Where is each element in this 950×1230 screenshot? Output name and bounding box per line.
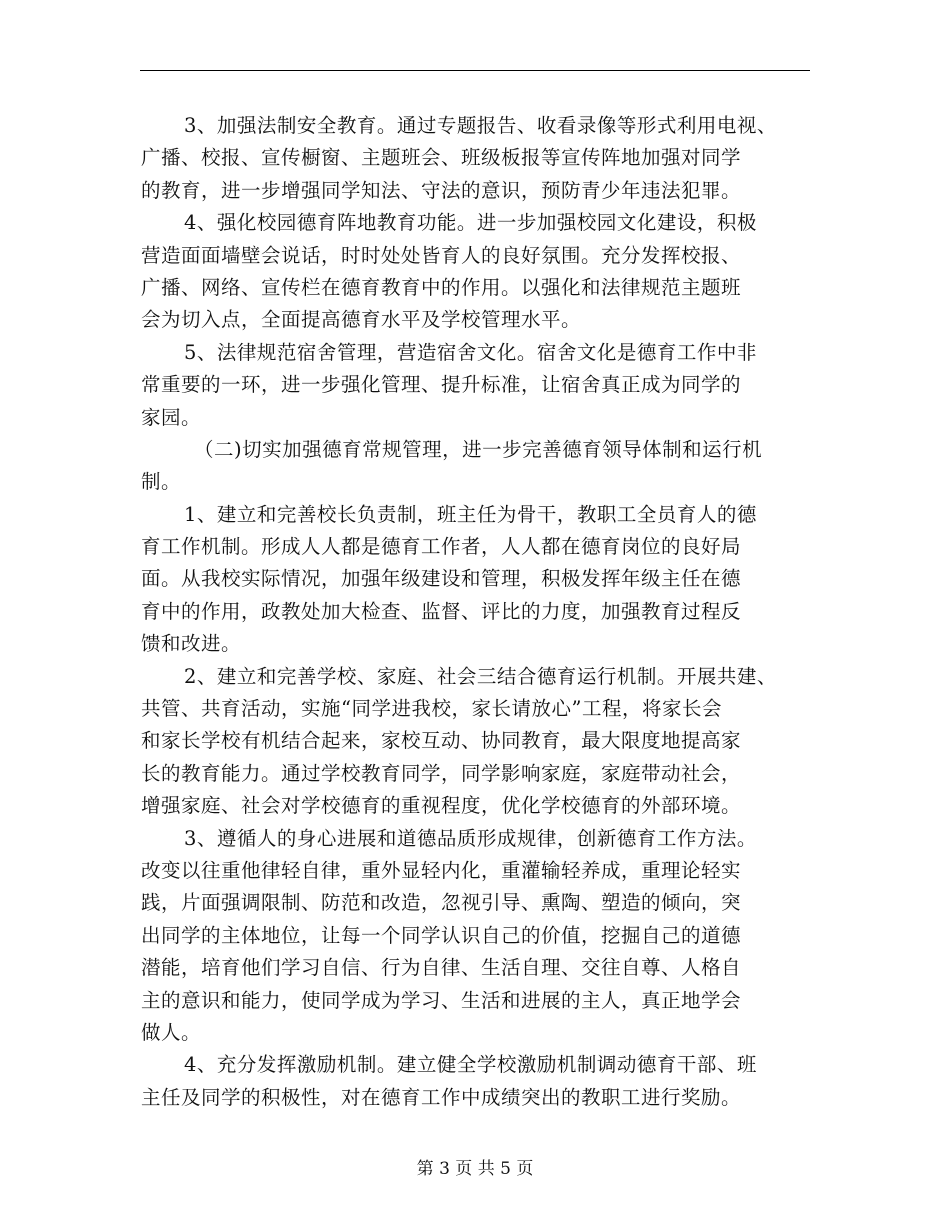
text-line: 3、遵循人的身心进展和道德品质形成规律，创新德育工作方法。 (184, 826, 757, 850)
text-line: 会为切入点，全面提高德育水平及学校管理水平。 (141, 308, 582, 332)
text-line: 家园。 (141, 405, 202, 429)
text-line: 馈和改进。 (141, 632, 242, 656)
section-heading: （二)切实加强德育常规管理，进一步完善德育领导体制和运行机 (194, 437, 763, 461)
header-rule (140, 70, 810, 71)
text-line: 4、强化校园德育阵地教育功能。进一步加强校园文化建设，积极 (184, 211, 757, 235)
text-line: 常重要的一环，进一步强化管理、提升标准，让宿舍真正成为同学的 (141, 373, 742, 397)
document-body (141, 110, 821, 1114)
text-line: 2、建立和完善学校、家庭、社会三结合德育运行机制。开展共建、 (184, 664, 777, 688)
text-line: 主任及同学的积极性，对在德育工作中成绩突出的教职工进行奖励。 (141, 1085, 742, 1109)
text-line: 育工作机制。形成人人都是德育工作者，人人都在德育岗位的良好局 (141, 535, 742, 559)
text-line: 广播、网络、宣传栏在德育教育中的作用。以强化和法律规范主题班 (141, 275, 742, 299)
text-line: 增强家庭、社会对学校德育的重视程度，优化学校德育的外部环境。 (141, 794, 742, 818)
text-line: 制。 (141, 470, 182, 494)
page-footer: 第 3 页 共 5 页 (416, 1159, 534, 1179)
text-line: 践，片面强调限制、防范和改造，忽视引导、熏陶、塑造的倾向，突 (141, 891, 742, 915)
text-line: 共管、共育活动，实施“同学进我校，家长请放心”工程，将家长会 (141, 697, 722, 721)
text-line: 营造面面墙壁会说话，时时处处皆育人的良好氛围。充分发挥校报、 (141, 243, 742, 267)
text-line: 4、充分发挥激励机制。建立健全学校激励机制调动德育干部、班 (184, 1053, 757, 1077)
text-line: 5、法律规范宿舍管理，营造宿舍文化。宿舍文化是德育工作中非 (184, 340, 757, 364)
text-line: 出同学的主体地位，让每一个同学认识自己的价值，挖掘自己的道德 (141, 923, 742, 947)
text-line: 育中的作用，政教处加大检查、监督、评比的力度，加强教育过程反 (141, 599, 742, 623)
text-line: 的教育，进一步增强同学知法、守法的意识，预防青少年违法犯罪。 (141, 178, 742, 202)
text-line: 长的教育能力。通过学校教育同学，同学影响家庭，家庭带动社会， (141, 761, 742, 785)
text-line: 面。从我校实际情况，加强年级建设和管理，积极发挥年级主任在德 (141, 567, 742, 591)
text-line: 潜能，培育他们学习自信、行为自律、生活自理、交往自尊、人格自 (141, 956, 742, 980)
text-line: 广播、校报、宣传橱窗、主题班会、班级板报等宣传阵地加强对同学 (141, 146, 742, 170)
text-line: 1、建立和完善校长负责制，班主任为骨干，教职工全员育人的德 (184, 502, 757, 526)
text-line: 和家长学校有机结合起来，家校互动、协同教育，最大限度地提高家 (141, 729, 742, 753)
text-line: 3、加强法制安全教育。通过专题报告、收看录像等形式利用电视、 (184, 114, 777, 137)
text-line: 做人。 (141, 1020, 202, 1044)
text-line: 主的意识和能力，使同学成为学习、生活和进展的主人，真正地学会 (141, 988, 742, 1012)
text-line: 改变以往重他律轻自律，重外显轻内化，重灌输轻养成，重理论轻实 (141, 858, 742, 882)
